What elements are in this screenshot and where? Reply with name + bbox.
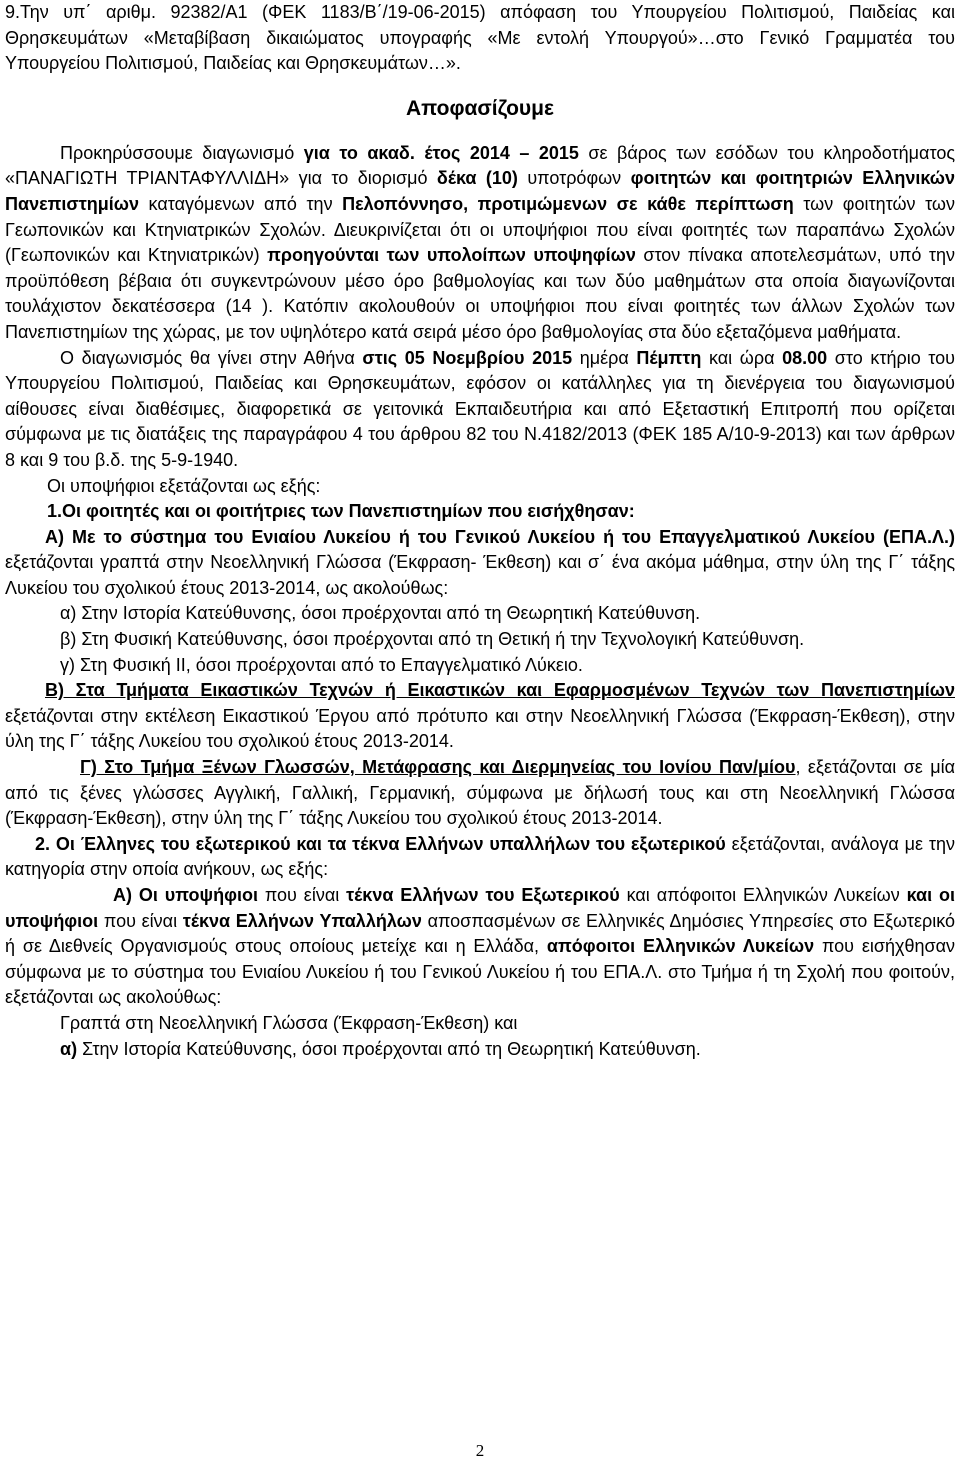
text-run: σε βάρος των εσόδων του κληροδοτήματος «ΠΑΝΑΓΙΩΤΗ ΤΡΙΑΝΤΑΦΥΛΛΙΔΗ» για το διορισμό <box>5 142 955 189</box>
text-run: και οι υποψήφιοι <box>5 885 955 931</box>
document-body <box>5 0 955 1062</box>
text-run: Πελοπόννησο, προτιμώμενων σε κάθε περίπτωση <box>342 193 794 214</box>
decision-heading: Αποφασίζουμε <box>406 96 554 120</box>
text-run: εξετάζονται στην εκτέλεση Εικαστικού Έργου από πρότυπο και στην Νεοελληνική Γλώσσα (Έκφραση-Έκθεση), στην ύλη της Γ΄ τάξης Λυκείου του σχολικού έτους 2013-2014. <box>5 705 955 752</box>
text-run: 9.Την υπ΄ αριθμ. 92382/Α1 (ΦΕΚ 1183/Β΄/19-06-2015) απόφαση του Υπουργείου Πολιτισμού, Παιδείας και Θρησκευμάτων «Μεταβίβαση δικαιώματος υπογραφής «Με εντολή Υπουργού»…στο Γενικό Γραμματέα του Υπουργείου Πολιτισμού, Παιδείας και Θρησκευμάτων…». <box>5 2 955 74</box>
p-cat2a <box>5 883 955 1011</box>
text-run: αποσπασμένων σε Ελληνικές Δημόσιες Υπηρεσίες στο Εξωτερικό ή σε Διεθνείς Οργανισμούς στους οποίους μετείχε και η Ελλάδα, <box>5 910 956 957</box>
p-exam-intro <box>5 474 955 500</box>
p-exam-date <box>5 346 955 474</box>
text-run: α) Στην Ιστορία Κατεύθυνσης, όσοι προέρχονται από τη Θεωρητική Κατεύθυνση. <box>60 603 701 624</box>
p-cat1a-beta <box>5 627 955 653</box>
text-run: στο κτήριο του Υπουργείου Πολιτισμού, Παιδείας και Θρησκευμάτων, εφόσον οι κατάλληλες για τη διενέργεια του διαγωνισμού αίθουσες είναι διαθέσιμες, διαφορετικά σε γειτονικά Εκπαιδευτήρια και από Εξεταστική Επιτροπή που ορίζεται σύμφωνα με τις διατάξεις της παραγράφου 4 του άρθρου 82 του Ν.4182/2013 (ΦΕΚ 185 Α/10-9-2013) και των άρθρων 8 και 9 του β.δ. της 5-9-1940. <box>5 347 956 470</box>
text-run: Προκηρύσσουμε διαγωνισμό <box>60 142 304 163</box>
text-run: απόφοιτοι Ελληνικών Λυκείων <box>546 936 815 957</box>
text-run: Πέμπτη <box>636 347 702 368</box>
text-run: στον πίνακα αποτελεσμάτων, υπό την προϋπόθεση βέβαια ότι συγκεντρώνουν μέσο όρο βαθμολογίας και των δύο μαθημάτων στα οποία διαγωνίζονται τουλάχιστον δεκατέσσερα (14 ). Κατόπιν ακολουθούν οι υποψήφιοι που είναι φοιτητές των άλλων Σχολών των Πανεπιστημίων της χώρας, με τον υψηλότερο κατά σειρά μέσο όρο βαθμολογίας στα δύο εξεταζόμενα μαθήματα. <box>5 245 955 342</box>
text-run: γ) Στη Φυσική ΙΙ, όσοι προέρχονται από το Επαγγελματικό Λύκειο. <box>60 654 583 675</box>
text-run: Α) Με το σύστημα του Ενιαίου Λυκείου ή του Γενικού Λυκείου ή του Επαγγελματικού Λυκείου (ΕΠΑ.Λ.) <box>45 526 955 547</box>
p-cat2a-written <box>5 1011 955 1037</box>
text-run: που είναι <box>257 885 347 905</box>
p-cat1a-gamma <box>5 653 955 679</box>
text-run: Ο διαγωνισμός θα γίνει στην Αθήνα <box>60 347 363 368</box>
text-run: , εξετάζονται σε μία από τις ξένες γλώσσες Αγγλική, Γαλλική, Γερμανική, σύμφωνα με δήλωσή τους και στη Νεοελληνική Γλώσσα (Έκφραση-Έκθεση), στην ύλη της Γ΄ τάξης Λυκείου του σχολικού έτους 2013-2014. <box>5 757 955 829</box>
p-cat2 <box>5 832 955 883</box>
p-cat1a-alpha <box>5 601 955 627</box>
text-run: Στην Ιστορία Κατεύθυνσης, όσοι προέρχονται από τη Θεωρητική Κατεύθυνση. <box>77 1038 701 1059</box>
text-run: 08.00 <box>782 347 828 368</box>
text-run: για το ακαδ. έτος 2014 – 2015 <box>303 142 579 163</box>
text-run: ημέρα <box>572 347 637 368</box>
text-run: στις 05 Νοεμβρίου 2015 <box>362 347 573 368</box>
text-run: δέκα (10) <box>436 168 518 189</box>
text-run: Α) Οι υποψήφιοι <box>113 885 258 905</box>
text-run: τέκνα Ελλήνων Υπαλλήλων <box>182 910 422 931</box>
p-cat1b <box>5 678 955 755</box>
p-cat1c <box>5 755 955 832</box>
text-run: Β) Στα Τμήματα Εικαστικών Τεχνών ή Εικαστικών και Εφαρμοσμένων Τεχνών των Πανεπιστημίων <box>45 680 955 701</box>
text-run: και ώρα <box>701 347 783 368</box>
text-run: 2. Οι Έλληνες του εξωτερικού και τα τέκνα Ελλήνων υπαλλήλων του εξωτερικού <box>35 833 726 854</box>
text-run: φοιτητών και φοιτητριών Ελληνικών Πανεπιστημίων <box>5 168 955 214</box>
text-run: και απόφοιτοι Ελληνικών Λυκείων <box>619 885 907 905</box>
p-announce <box>5 141 955 346</box>
text-run: υποτρόφων <box>517 168 631 189</box>
p-cat1 <box>5 499 955 525</box>
text-run: προηγούνται των υπολοίπων υποψηφίων <box>267 245 636 266</box>
p-cat2a-alpha <box>5 1037 955 1063</box>
text-run: β) Στη Φυσική Κατεύθυνσης, όσοι προέρχονται από τη Θετική ή την Τεχνολογική Κατεύθυνση. <box>60 629 805 650</box>
text-run: τέκνα Ελλήνων του Εξωτερικού <box>346 885 620 905</box>
text-run: καταγόμενων από την <box>138 193 343 214</box>
p-item9 <box>5 0 955 77</box>
text-run: που εισήχθησαν σύμφωνα με το σύστημα του Ενιαίου Λυκείου ή του Γενικού Λυκείου ή του ΕΠΑ.Λ. στο Τμήμα ή τη Σχολή που φοιτούν, εξετάζονται ως ακολούθως: <box>5 936 956 1008</box>
text-run: 1.Οι φοιτητές και οι φοιτήτριες των Πανεπιστημίων που εισήχθησαν: <box>47 501 635 522</box>
text-run: Γραπτά στη Νεοελληνική Γλώσσα (Έκφραση-Έκθεση) και <box>60 1012 518 1033</box>
p-cat1a <box>5 525 955 602</box>
text-run: Οι υποψήφιοι εξετάζονται ως εξής: <box>47 475 321 496</box>
text-run: εξετάζονται, ανάλογα με την κατηγορία στην οποία ανήκουν, ως εξής: <box>5 833 955 880</box>
page-number: 2 <box>475 1441 485 1460</box>
text-run: των φοιτητών των Γεωπονικών και Κτηνιατρικών Σχολών. Διευκρινίζεται ότι οι υποψήφιοι που είναι φοιτητές των παραπάνω Σχολών (Γεωπονικών και Κτηνιατρικών) <box>5 193 955 266</box>
text-run: α) <box>60 1038 78 1059</box>
text-run: που είναι <box>98 910 183 931</box>
text-run: εξετάζονται γραπτά στην Νεοελληνική Γλώσσα (Έκφραση- Έκθεση) και σ΄ ένα ακόμα μάθημα, στην ύλη της Γ΄ τάξης Λυκείου του σχολικού έτους 2013-2014, ως ακολούθως: <box>5 552 955 598</box>
text-run: Γ) Στο Τμήμα Ξένων Γλωσσών, Μετάφρασης και Διερμηνείας του Ιονίου Παν/μίου <box>80 757 796 778</box>
